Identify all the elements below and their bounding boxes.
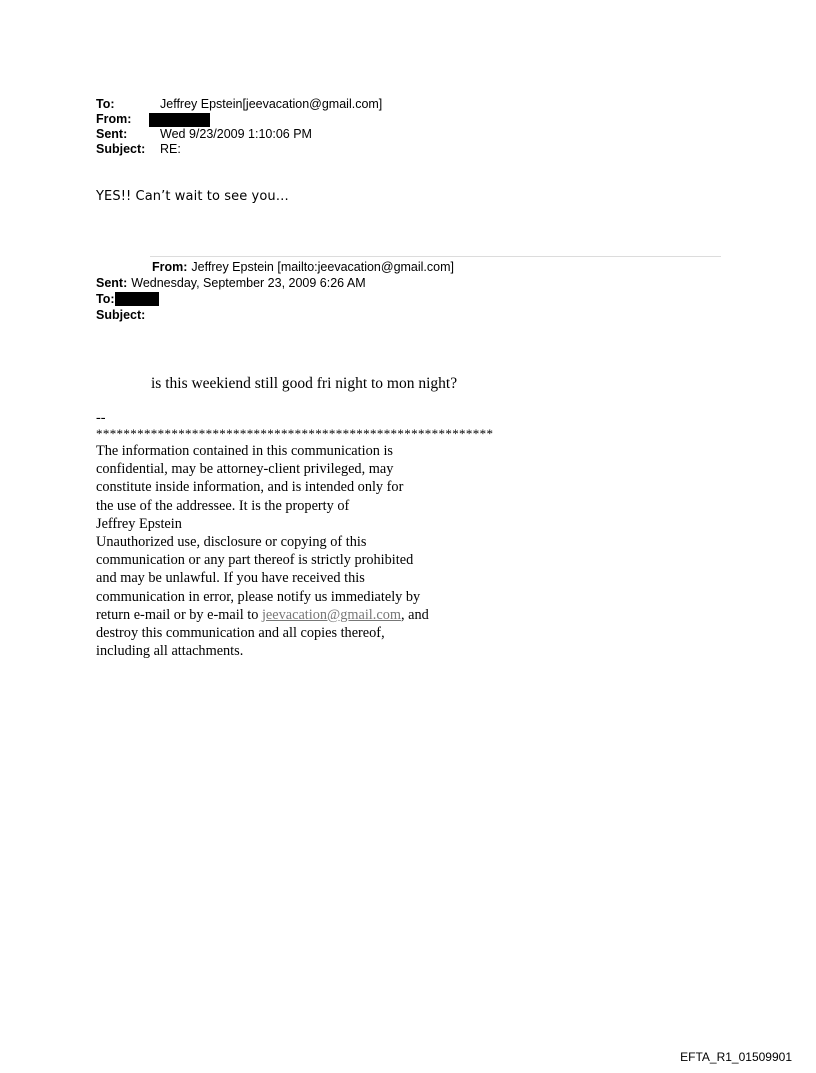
quoted-from-row	[96, 259, 716, 275]
disclaimer-line: the use of the addressee. It is the property of	[96, 497, 350, 514]
disclaimer-line: and may be unlawful. If you have received this	[96, 570, 365, 587]
to-label: To:	[96, 97, 115, 111]
disclaimer-line: The information contained in this communication is	[96, 443, 393, 459]
sent-value: Wed 9/23/2009 1:10:06 PM	[160, 127, 312, 141]
quoted-sent-value: Wednesday, September 23, 2009 6:26 AM	[131, 275, 366, 290]
quoted-from-value: Jeffrey Epstein [mailto:jeevacation@gmail.com]	[191, 259, 454, 274]
subject-row	[96, 142, 716, 157]
to-row	[96, 97, 716, 112]
quoted-to-row	[96, 291, 716, 307]
to-value: Jeffrey Epstein[jeevacation@gmail.com]	[160, 97, 383, 111]
signature-dash: --	[96, 410, 106, 426]
disclaimer-line: confidential, may be attorney-client privileged, may	[96, 461, 394, 478]
disclaimer	[96, 410, 656, 660]
quoted-sent-label: Sent:	[96, 275, 128, 290]
disclaimer-line: Unauthorized use, disclosure or copying of this	[96, 534, 367, 551]
from-label: From:	[96, 112, 132, 126]
email-header	[96, 97, 716, 157]
disclaimer-text: return e-mail or by e-mail to	[96, 606, 262, 623]
signature-stars: **********************************************************	[96, 426, 494, 441]
subject-label: Subject:	[96, 142, 146, 156]
redaction-bar	[115, 292, 159, 306]
quoted-subject-label: Subject:	[96, 307, 146, 322]
quoted-header	[96, 259, 716, 323]
quoted-to-label: To:	[96, 291, 115, 306]
quoted-sent-row	[96, 275, 716, 291]
redaction-bar	[149, 113, 210, 127]
sent-row	[96, 127, 716, 142]
from-row	[96, 112, 716, 127]
disclaimer-line: communication or any part thereof is strictly prohibited	[96, 552, 414, 569]
sent-label: Sent:	[96, 127, 128, 141]
quote-divider	[150, 256, 721, 257]
disclaimer-line: Jeffrey Epstein	[96, 515, 182, 532]
subject-value: RE:	[160, 142, 181, 156]
message-body: is this weekiend still good fri night to mon night?	[151, 375, 458, 392]
reply-text: YES!! Can’t wait to see you…	[96, 189, 289, 204]
disclaimer-line	[96, 606, 656, 624]
disclaimer-line: communication in error, please notify us immediately by	[96, 588, 421, 605]
disclaimer-text: , and	[400, 606, 429, 623]
disclaimer-line: constitute inside information, and is intended only for	[96, 479, 404, 496]
document-id: EFTA_R1_01509901	[680, 1050, 792, 1064]
disclaimer-line: destroy this communication and all copies thereof,	[96, 625, 385, 642]
disclaimer-line: including all attachments.	[96, 643, 244, 660]
quoted-from-label: From:	[152, 259, 188, 274]
email-link[interactable]: jeevacation@gmail.com	[261, 606, 401, 623]
quoted-subject-row	[96, 307, 716, 323]
